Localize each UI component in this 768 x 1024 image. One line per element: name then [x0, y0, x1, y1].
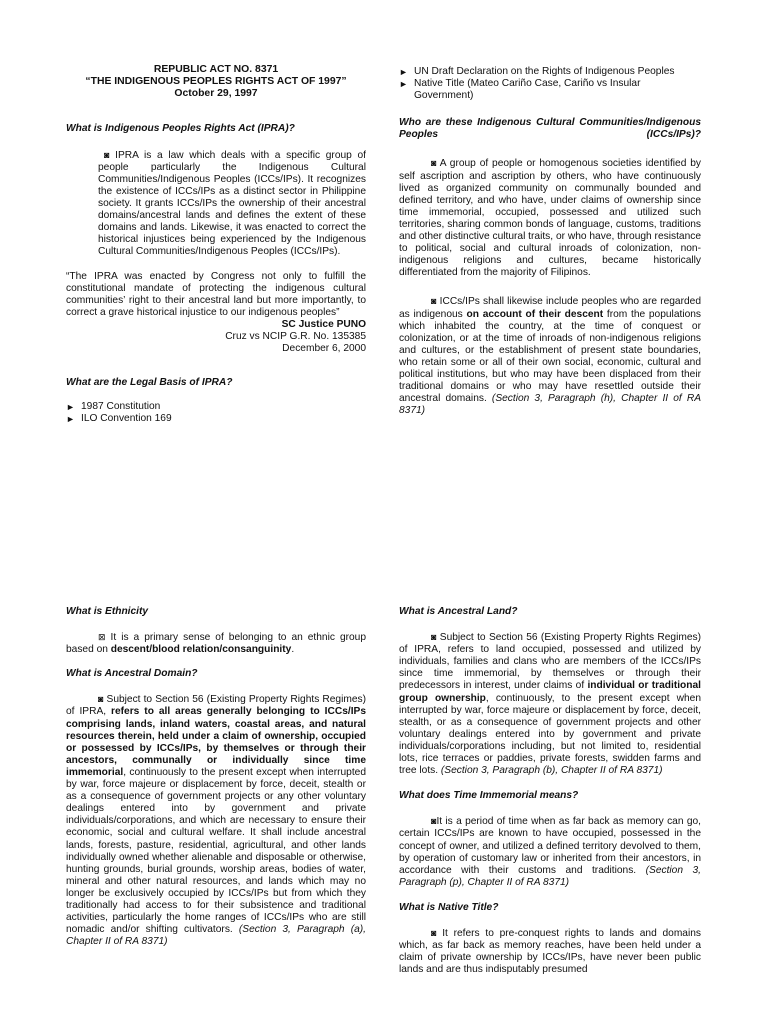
para-bullet-icon: ◙: [431, 927, 437, 938]
ipra-quote: “The IPRA was enacted by Congress not only to fulfill the constitutional mandate of protecting the indigenous cultural communities’ right to their ancestral land but more importantly, to correct a grave historical injustice to our indigenous peoples”: [66, 270, 366, 318]
legal-basis-list: [66, 401, 366, 425]
header-line1: REPUBLIC ACT NO. 8371: [153, 64, 279, 75]
right-top-column: [399, 66, 701, 417]
para-bullet-icon: ◙: [431, 296, 437, 307]
ethnicity-answer: [66, 631, 366, 656]
iccs-p2-text-bold: on account of their descent: [466, 308, 604, 320]
time-question: What does Time Immemorial means?: [399, 790, 579, 802]
left-bottom-column: [66, 606, 366, 948]
land-text-a: Subject to Section 56 (Existing Property Rights Regimes) of IPRA, refers to land occupied, possessed and utilized by individuals, families and clans who are members of the ICCs/IPs since time immemorial, by themselves or through their predecessors in interest, under claims of: [399, 632, 701, 692]
list-item-text: Native Title (Mateo Cariño Case, Cariño vs Insular Government): [414, 78, 641, 102]
land-text-c: , continuously, to the present except when interrupted by war, force majeure or displacement by force, deceit, stealth, or as a consequence of government projects and other voluntary dealings entered into by government and private individuals/corporations including, but not limited to, residential lots, rice terraces or paddies, private forests, swidden farms and tree lots.: [399, 692, 701, 777]
domain-text-bold: refers to all areas generally belonging to ICCs/IPs comprising lands, inland waters, coastal areas, and natural resources therein, held under a claim of ownership, occupied or possessed by ICCs/IPs, by themselves or through their ancestors, communally or individually since time immemorial: [66, 706, 366, 778]
time-answer: [399, 815, 701, 889]
para-bullet-icon: ◙: [104, 149, 110, 160]
domain-text-a: Subject to Section 56 (Existing Property Rights Regimes) of IPRA,: [66, 694, 366, 718]
ethnicity-question: What is Ethnicity: [66, 606, 149, 617]
ethnicity-text-c: .: [291, 644, 295, 656]
ipra-case: Cruz vs NCIP G.R. No. 135385: [225, 331, 366, 343]
arrow-bullet-icon: ►: [399, 79, 408, 90]
header-line3: October 29, 1997: [174, 88, 258, 100]
iccs-p2-text-c: from the populations which inhabited the country, at the time of conquest or colonization, or at the time of inroads of non-indigenous religions and cultures, or the establishment of present state boundaries, who retain some or all of their own social, economic, cultural and political institutions, but who may have been displaced from their traditional domains or who may have resettled outside their ancestral domains.: [399, 308, 702, 405]
land-text-bold: individual or traditional group ownership: [399, 680, 701, 704]
arrow-bullet-icon: ►: [66, 402, 75, 413]
para-bullet-icon: ◙: [431, 816, 437, 827]
list-item: [66, 401, 366, 413]
para-bullet-icon: ◙: [431, 158, 437, 169]
time-text-a: It is a period of time when as far back as memory can go, certain ICCs/IPs are known to have occupied, possessed in the concept of owner, and utilized a defined territory devolved to them, by operation of customary law or inherited from their ancestors, in accordance with their customs and traditions.: [399, 816, 701, 876]
legal-basis-list-continued: [399, 66, 701, 102]
land-citation: (Section 3, Paragraph (b), Chapter II of RA 8371): [440, 765, 663, 777]
para-alt-bullet-icon: ⊠: [98, 632, 106, 643]
native-question: What is Native Title?: [399, 901, 499, 913]
native-answer: [399, 927, 701, 976]
domain-citation: (Section 3, Paragraph (a), Chapter II of RA 8371): [66, 924, 366, 948]
legal-question: What are the Legal Basis of IPRA?: [66, 377, 233, 389]
ipra-attribution: SC Justice PUNO: [281, 318, 366, 330]
list-item-text: 1987 Constitution: [81, 401, 161, 413]
iccs-p1-text: A group of people or homogenous societies identified by self ascription and ascription by others, who have continuously lived as organized community on communally bounded and defined territory, and who have, under claims of ownership since time immemorial, occupied, possessed and utilized such territories, sharing common bonds of language, customs, traditions and other distinctive cultural traits, or who have, through resistance to political, social and cultural inroads of colonization, non-indigenous religions and cultures, became historically differentiated from the majority of Filipinos.: [399, 158, 701, 279]
ethnicity-text-bold: descent/blood relation/consanguinity: [110, 644, 292, 656]
time-citation: (Section 3, Paragraph (p), Chapter II of RA 8371): [399, 864, 701, 888]
header-line2: “THE INDIGENOUS PEOPLES RIGHTS ACT OF 1997”: [85, 76, 347, 88]
list-item: [66, 413, 366, 425]
ipra-body: [98, 149, 366, 259]
right-bottom-column: [399, 606, 701, 976]
domain-text-c: , continuously to the present except when interrupted by war, force majeure or displacement by force, deceit, stealth or as a consequence of government projects or any other voluntary dealings entered into by government and private individuals/corporations, and which are necessary to ensure their economic, social and cultural welfare. It shall include ancestral lands, forests, pasture, residential, agricultural, and other lands individually owned whether alienable and disposable or otherwise, hunting grounds, burial grounds, worship areas, bodies of water, mineral and other natural resources, and lands which may no longer be exclusively occupied by ICCs/IPs but from which they traditionally had access to for their subsistence and traditional activities, particularly the home ranges of ICCs/IPs who are still nomadic and/or shifting cultivators.: [66, 766, 366, 936]
para-bullet-icon: ◙: [431, 632, 437, 643]
list-item: [399, 78, 701, 102]
list-item-text: UN Draft Declaration on the Rights of Indigenous Peoples: [414, 66, 675, 77]
land-question: What is Ancestral Land?: [399, 606, 518, 617]
left-top-column: [66, 64, 366, 425]
iccs-p2-text-a: ICCs/IPs shall likewise include peoples who are regarded as indigenous: [399, 296, 701, 320]
ethnicity-text-a: It is a primary sense of belonging to an ethnic group based on: [66, 632, 366, 656]
ipra-question: What is Indigenous Peoples Rights Act (IPRA)?: [66, 122, 295, 134]
arrow-bullet-icon: ►: [399, 67, 408, 77]
ipra-date: December 6, 2000: [282, 343, 366, 355]
iccs-question: Who are these Indigenous Cultural Communities/Indigenous Peoples (ICCs/IPs)?: [399, 117, 701, 141]
list-item: [399, 66, 701, 78]
domain-answer: [66, 693, 366, 948]
iccs-paragraph-2: [399, 295, 701, 417]
land-answer: [399, 631, 701, 777]
arrow-bullet-icon: ►: [66, 414, 75, 425]
para-bullet-icon: ◙: [98, 694, 104, 705]
native-text-a: It refers to pre-conquest rights to lands and domains which, as far back as memory reaches, have been held under a claim of private ownership by ICCs/IPs, have never been public lands and are thus indisputably presumed: [399, 927, 701, 976]
list-item-text: ILO Convention 169: [81, 413, 172, 425]
ipra-body-text: IPRA is a law which deals with a specific group of people particularly the Indigenous Cultural Communities/Indigenous Peoples (ICCs/IPs). It recognizes the existence of ICCs/IPs as a distinct sector in Philippine society. It grants ICCs/IPs the ownership of their ancestral domains/ancestral lands and defines the extent of these domains and lands. Likewise, it was enacted to correct the historical injustices being experienced by the Indigenous Cultural Communities/Indigenous Peoples (ICCs/IPs).: [98, 149, 366, 258]
iccs-paragraph-1: [399, 157, 701, 279]
iccs-citation: (Section 3, Paragraph (h), Chapter II of RA 8371): [399, 393, 701, 417]
domain-question: What is Ancestral Domain?: [66, 668, 198, 680]
